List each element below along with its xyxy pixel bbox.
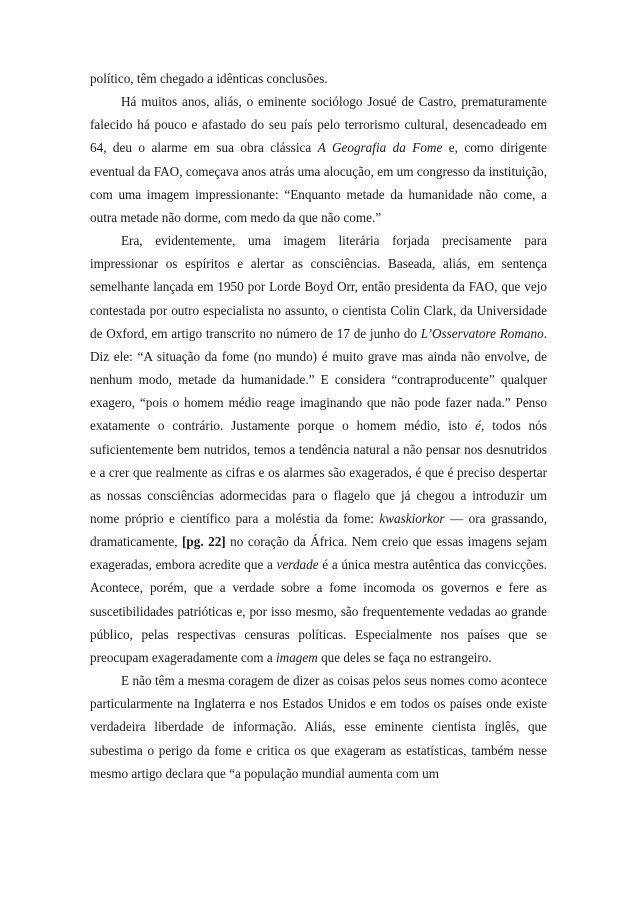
paragraph-text: todos nós suficientemente bem nutridos, temos a tendência natural a não pensar nos desnutridos e a crer que realmente as cifras e os alarmes são exagerados, é que é preciso despertar as nossas consciências adormecidas para o flagelo que já chegou a introduzir um nome próprio e científico para a moléstia da fome:	[90, 418, 547, 526]
body-paragraph	[90, 90, 547, 229]
paragraph-text: Era, evidentemente, uma imagem literária forjada precisamente para impressionar os espíritos e alertar as consciências. Baseada, aliás, em sentença semelhante lançada em 1950 por Lorde Boyd Orr, então presidenta da FAO, que vejo contestada por outro especialista no assunto, o cientista Colin Clark, da Universidade de Oxford, em artigo transcrito no número de 17 de junho do	[90, 233, 547, 341]
paragraph-text: no coração da África. Nem creio que essas imagens sejam exageradas, embora acredite que a	[90, 534, 547, 573]
paragraph-text: político, têm chegado a idênticas conclusões.	[90, 71, 328, 86]
paragraph-text: e, como dirigente eventual da FAO, começava anos atrás uma alocução, em um congresso da instituição, com uma imagem impressionante: “Enquanto metade da humanidade não come, a outra metade não dorme, com medo da que não come.”	[90, 140, 547, 225]
page-marker: [pg. 22]	[182, 534, 226, 550]
body-paragraph	[90, 67, 547, 90]
paragraph-text: Há muitos anos, aliás, o eminente sociólogo Josué de Castro, prematuramente falecido há pouco e afastado do seu país pelo terrorismo cultural, desencadeado em 64, deu o alarme em sua obra clássica	[90, 94, 547, 156]
document-page	[90, 67, 547, 785]
italic-text: imagem	[276, 649, 318, 665]
italic-text: kwaskiorkor	[379, 510, 445, 526]
body-paragraph	[90, 229, 547, 669]
italic-text: verdade	[276, 557, 319, 573]
italic-text: L’Osservatore Romano	[420, 325, 544, 341]
italic-text: A Geografia da Fome	[317, 140, 443, 156]
paragraph-text: que deles se faça no estrangeiro.	[317, 649, 492, 665]
paragraph-text: . Diz ele: “A situação da fome (no mundo) é muito grave mas ainda não envolve, de nenhum modo, metade da humanidade.” E considera “contraproducente” qualquer exagero, “pois o homem médio reage imaginando que não pode fazer nada.” Penso exatamente o contrário. Justamente porque o homem médio, isto	[90, 325, 547, 434]
paragraph-text: — ora grassando, dramaticamente,	[90, 510, 548, 550]
paragraph-text: E não têm a mesma coragem de dizer as coisas pelos seus nomes como acontece particularmente na Inglaterra e nos Estados Unidos e em todos os países onde existe verdadeira liberdade de informação. Aliás, esse eminente cientista inglês, que subestima o perigo da fome e critica os que exageram as estatísticas, também nesse mesmo artigo declara que “a população mundial aumenta com um	[90, 673, 547, 781]
body-paragraph	[90, 669, 547, 785]
paragraph-text: é a única mestra autêntica das convicções. Acontece, porém, que a verdade sobre a fome incomoda os governos e fere as suscetibilidades patrióticas e, por isso mesmo, são frequentemente vedadas ao grande público, pelas respectivas censuras políticas. Especialmente nos países que se preocupam exageradamente com a	[90, 557, 548, 665]
italic-text: é,	[475, 418, 485, 434]
